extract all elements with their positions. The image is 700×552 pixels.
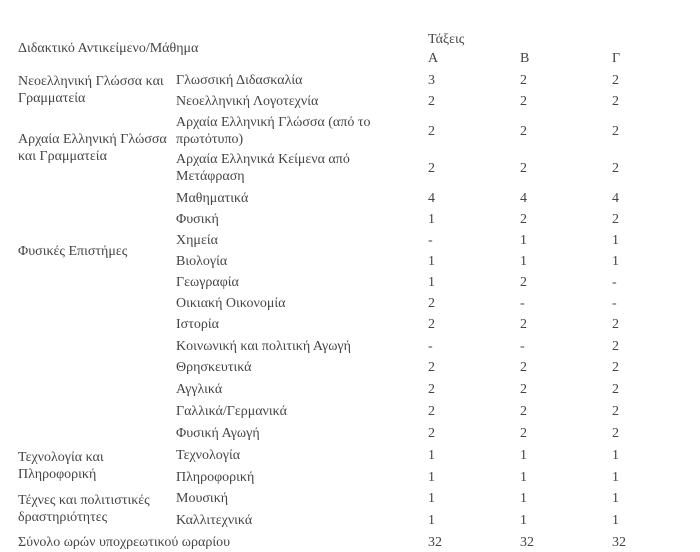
- course-name: Καλλιτεχνικά: [176, 513, 253, 528]
- hours-grade-a: 2: [428, 382, 435, 397]
- hours-grade-b: 2: [520, 382, 527, 397]
- hours-grade-a: 2: [428, 360, 435, 375]
- hours-grade-a: 1: [428, 448, 435, 463]
- group-label: Τέχνες και πολιτιστικές δραστηριότητες: [18, 493, 150, 525]
- hours-grade-c: 1: [612, 491, 619, 506]
- course-name: Βιολογία: [176, 254, 228, 269]
- hours-grade-a: 1: [428, 212, 435, 227]
- hours-grade-c: 2: [612, 339, 619, 354]
- hours-grade-a: 4: [428, 191, 435, 206]
- hours-grade-c: 2: [612, 124, 619, 139]
- grade-a-header: Α: [428, 51, 439, 66]
- hours-grade-b: 2: [520, 404, 527, 419]
- hours-grade-c: 1: [612, 513, 619, 528]
- course-name: Πληροφορική: [176, 470, 255, 485]
- course-name: Φυσική: [176, 212, 219, 227]
- total-label: Σύνολο ωρών υποχρεωτικού ωραρίου: [18, 535, 231, 550]
- course-name: Τεχνολογία: [176, 448, 241, 463]
- course-name: Νεοελληνική Λογοτεχνία: [176, 94, 319, 109]
- hours-grade-a: -: [428, 233, 433, 248]
- total-grade-c: 32: [612, 535, 626, 550]
- hours-grade-a: 2: [428, 317, 435, 332]
- hours-grade-b: 4: [520, 191, 527, 206]
- course-name: Γλωσσική Διδασκαλία: [176, 73, 303, 88]
- hours-grade-b: 2: [520, 94, 527, 109]
- grade-b-header: Β: [520, 51, 530, 66]
- hours-grade-c: -: [612, 275, 617, 290]
- hours-grade-a: 2: [428, 94, 435, 109]
- hours-grade-b: 2: [520, 275, 527, 290]
- course-name: Ιστορία: [176, 317, 219, 332]
- hours-grade-a: -: [428, 339, 433, 354]
- hours-grade-b: 1: [520, 233, 527, 248]
- hours-grade-b: 1: [520, 491, 527, 506]
- hours-grade-c: 2: [612, 360, 619, 375]
- hours-grade-b: 1: [520, 254, 527, 269]
- hours-grade-c: 2: [612, 94, 619, 109]
- hours-grade-c: 2: [612, 404, 619, 419]
- group-label: Νεοελληνική Γλώσσα και Γραμματεία: [18, 74, 164, 106]
- hours-grade-c: 1: [612, 233, 619, 248]
- hours-grade-c: 2: [612, 317, 619, 332]
- hours-grade-c: 1: [612, 470, 619, 485]
- hours-grade-b: 1: [520, 470, 527, 485]
- course-name: Μαθηματικά: [176, 191, 249, 206]
- course-name: Γαλλικά/Γερμανικά: [176, 404, 287, 419]
- hours-grade-b: 2: [520, 426, 527, 441]
- total-grade-b: 32: [520, 535, 534, 550]
- hours-grade-b: -: [520, 339, 525, 354]
- course-name: Αρχαία Ελληνικά Κείμενα από Μετάφραση: [176, 152, 350, 184]
- hours-grade-c: 1: [612, 448, 619, 463]
- grade-c-header: Γ: [612, 51, 621, 66]
- hours-grade-c: 2: [612, 212, 619, 227]
- hours-grade-a: 2: [428, 426, 435, 441]
- hours-grade-a: 2: [428, 296, 435, 311]
- group-label: Αρχαία Ελληνική Γλώσσα και Γραμματεία: [18, 132, 167, 164]
- course-name: Θρησκευτικά: [176, 360, 252, 375]
- hours-grade-b: 1: [520, 513, 527, 528]
- course-name: Χημεία: [176, 233, 218, 248]
- hours-grade-c: -: [612, 296, 617, 311]
- hours-grade-a: 3: [428, 73, 435, 88]
- group-label: Τεχνολογία και Πληροφορική: [18, 450, 104, 482]
- grades-title: Τάξεις: [428, 32, 465, 47]
- hours-grade-c: 2: [612, 426, 619, 441]
- subject-column-header: Διδακτικό Αντικείμενο/Μάθημα: [18, 41, 199, 56]
- hours-grade-a: 2: [428, 161, 435, 176]
- course-name: Γεωγραφία: [176, 275, 239, 290]
- hours-grade-a: 2: [428, 124, 435, 139]
- group-label: Φυσικές Επιστήμες: [18, 244, 128, 259]
- course-name: Αρχαία Ελληνική Γλώσσα (από το πρωτότυπο): [176, 115, 371, 147]
- hours-grade-a: 2: [428, 404, 435, 419]
- hours-grade-a: 1: [428, 513, 435, 528]
- hours-grade-c: 2: [612, 161, 619, 176]
- course-name: Φυσική Αγωγή: [176, 426, 260, 441]
- hours-grade-c: 2: [612, 382, 619, 397]
- hours-grade-c: 4: [612, 191, 619, 206]
- hours-grade-a: 1: [428, 491, 435, 506]
- hours-grade-b: 2: [520, 317, 527, 332]
- hours-grade-a: 1: [428, 254, 435, 269]
- hours-grade-c: 1: [612, 254, 619, 269]
- hours-grade-b: 2: [520, 212, 527, 227]
- hours-grade-c: 2: [612, 73, 619, 88]
- hours-grade-b: 2: [520, 73, 527, 88]
- course-name: Μουσική: [176, 491, 229, 506]
- hours-grade-b: 2: [520, 161, 527, 176]
- course-name: Οικιακή Οικονομία: [176, 296, 286, 311]
- total-grade-a: 32: [428, 535, 442, 550]
- hours-grade-b: 2: [520, 124, 527, 139]
- course-name: Κοινωνική και πολιτική Αγωγή: [176, 339, 351, 354]
- hours-grade-b: 2: [520, 360, 527, 375]
- course-name: Αγγλικά: [176, 382, 223, 397]
- hours-grade-a: 1: [428, 275, 435, 290]
- hours-grade-b: -: [520, 296, 525, 311]
- hours-grade-a: 1: [428, 470, 435, 485]
- hours-grade-b: 1: [520, 448, 527, 463]
